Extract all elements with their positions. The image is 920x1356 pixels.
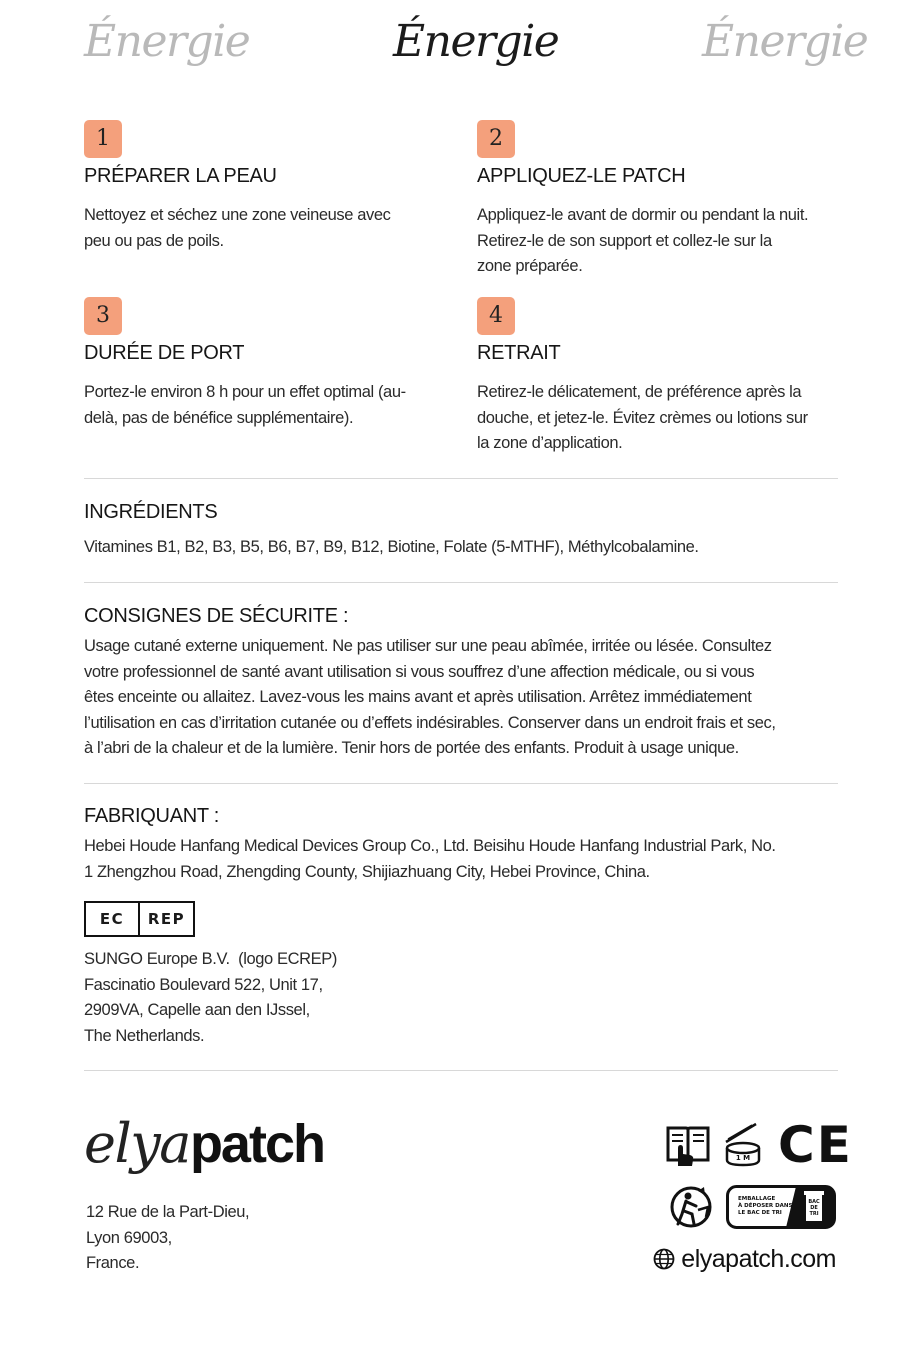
text-line: delà, pas de bénéfice supplémentaire). <box>84 408 354 427</box>
step-description <box>84 203 464 254</box>
text-line: Retirez-le délicatement, de préférence après la <box>477 383 802 401</box>
website-text[interactable]: elyapatch.com <box>681 1245 836 1273</box>
text-line: peu ou pas de poils. <box>84 231 224 250</box>
pao-label: 1 M <box>735 1154 751 1162</box>
step-title: RETRAIT <box>477 342 561 364</box>
address-line: Fascinatio Boulevard 522, Unit 17, <box>84 975 323 994</box>
manufacturer-title: FABRIQUANT : <box>84 805 219 827</box>
text-line: Hebei Houde Hanfang Medical Devices Group Co., Ltd. Beisihu Houde Hanfang Industrial Park, No. <box>84 837 776 855</box>
title-energie-right: Énergie <box>702 16 868 67</box>
logo-text-elya: elya <box>84 1112 190 1175</box>
website-link[interactable] <box>653 1242 836 1276</box>
safety-text <box>84 634 844 762</box>
step-number-badge: 1 <box>84 120 122 158</box>
safety-title: CONSIGNES DE SÉCURITE : <box>84 605 349 627</box>
step-number-badge: 3 <box>84 297 122 335</box>
step-title: DURÉE DE PORT <box>84 342 245 364</box>
ce-mark: CE <box>778 1116 853 1174</box>
address-line: SUNGO Europe B.V. (logo ECREP) <box>84 950 337 968</box>
company-address <box>86 1200 249 1277</box>
text-line: Appliquez-le avant de dormir ou pendant la nuit. <box>477 206 809 224</box>
triman-line: LE BAC DE TRI <box>738 1210 782 1216</box>
divider <box>84 582 838 583</box>
recycling-bin-icon <box>804 1191 824 1221</box>
brand-logo <box>84 1112 324 1176</box>
svg-text:DE: DE <box>810 1205 818 1211</box>
read-instructions-icon <box>664 1122 712 1166</box>
divider <box>84 1070 838 1071</box>
step-number-badge: 2 <box>477 120 515 158</box>
ec-rep-address <box>84 947 337 1049</box>
step-description <box>477 380 857 457</box>
text-line: Portez-le environ 8 h pour un effet optimal (au- <box>84 383 406 401</box>
text-line: l’utilisation en cas d’irritation cutanée ou d’effets indésirables. Conserver dans un endroit frais et sec, <box>84 713 776 732</box>
svg-text:TRI: TRI <box>809 1211 819 1217</box>
step-title: PRÉPARER LA PEAU <box>84 165 277 187</box>
ec-label: EC <box>86 903 140 935</box>
rep-label: REP <box>147 910 186 928</box>
ingredients-text: Vitamines B1, B2, B3, B5, B6, B7, B9, B12, Biotine, Folate (5-MTHF), Méthylcobalamine. <box>84 538 699 556</box>
step-title: APPLIQUEZ-LE PATCH <box>477 165 686 187</box>
title-energie-left: Énergie <box>84 16 250 67</box>
address-line: 12 Rue de la Part-Dieu, <box>86 1203 250 1221</box>
manufacturer-text <box>84 834 844 885</box>
sorting-info-icon <box>726 1185 836 1229</box>
divider <box>84 783 838 784</box>
ingredients-title: INGRÉDIENTS <box>84 501 218 523</box>
title-energie-center: Énergie <box>393 16 559 67</box>
text-line: à l’abri de la chaleur et de la lumière. Tenir hors de portée des enfants. Produit à usage unique. <box>84 739 739 757</box>
divider <box>84 478 838 479</box>
svg-text:BAC: BAC <box>808 1199 820 1205</box>
address-line: The Netherlands. <box>84 1026 205 1045</box>
step-description <box>477 203 857 280</box>
text-line: êtes enceinte ou allaitez. Lavez-vous les mains avant et après utilisation. Arrêtez immédiatement <box>84 688 752 706</box>
text-line: douche, et jetez-le. Évitez crèmes ou lotions sur <box>477 408 808 427</box>
address-line: France. <box>86 1254 140 1272</box>
step-number-badge: 4 <box>477 297 515 335</box>
triman-icon <box>668 1184 714 1230</box>
text-line: Retirez-le de son support et collez-le sur la <box>477 231 772 250</box>
ec-rep-symbol <box>84 901 195 937</box>
text-line: zone préparée. <box>477 257 583 275</box>
text-line: votre professionnel de santé avant utilisation si vous souffrez d’une affection médicale, ou si vous <box>84 662 755 681</box>
address-line: Lyon 69003, <box>86 1228 172 1247</box>
address-line: 2909VA, Capelle aan den IJssel, <box>84 1001 310 1019</box>
triman-line: À DÉPOSER DANS <box>738 1203 793 1209</box>
text-line: Nettoyez et séchez une zone veineuse avec <box>84 206 391 224</box>
pao-jar-icon <box>722 1120 762 1168</box>
logo-text-patch: patch <box>189 1114 324 1174</box>
triman-line: EMBALLAGE <box>738 1196 776 1202</box>
step-description <box>84 380 464 431</box>
globe-icon <box>653 1248 675 1270</box>
text-line: la zone d’application. <box>477 434 623 452</box>
text-line: 1 Zhengzhou Road, Zhengding County, Shijiazhuang City, Hebei Province, China. <box>84 862 650 881</box>
text-line: Usage cutané externe uniquement. Ne pas utiliser sur une peau abîmée, irritée ou lésée. Consultez <box>84 637 772 655</box>
